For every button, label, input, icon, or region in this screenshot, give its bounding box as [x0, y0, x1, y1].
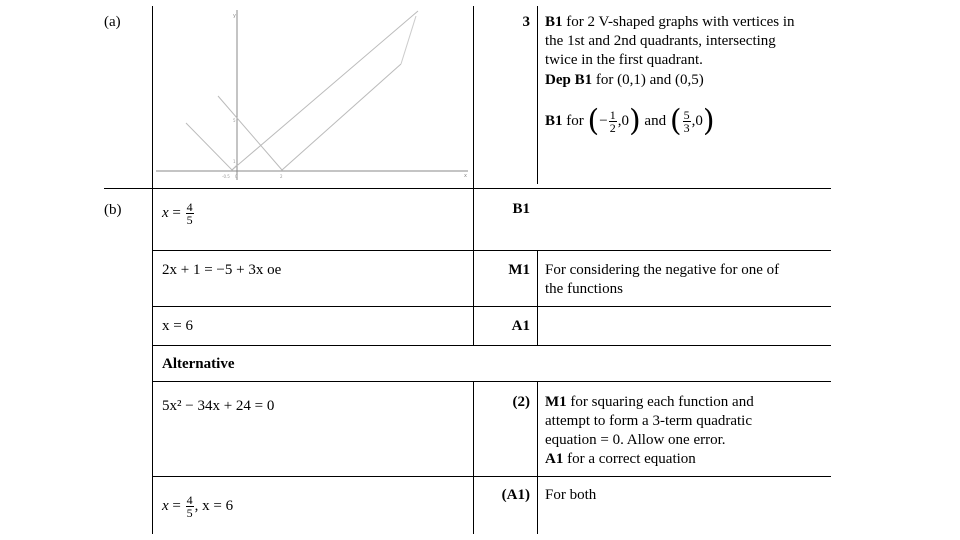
sep-b5: ,	[194, 498, 203, 514]
col-divider-2	[473, 6, 474, 534]
fraction-four-fifths	[186, 201, 194, 226]
guidance-b4-line2: attempt to form a 3-term quadratic	[545, 413, 753, 429]
guidance-a-line5	[545, 104, 715, 138]
col-divider-3	[537, 6, 538, 184]
part-a-label: (a)	[104, 14, 121, 30]
var-x-b5: x	[162, 498, 169, 514]
frac-num-b1: 4	[186, 200, 193, 215]
guidance-a-text4: for (0,1) and (0,5)	[592, 72, 704, 88]
tick-0: 0	[235, 174, 238, 179]
v-graphs-figure	[156, 8, 470, 186]
fraction-five-thirds	[683, 109, 691, 134]
tick-x: 2	[280, 174, 283, 179]
v-graph-2	[218, 64, 401, 170]
guidance-a-text1: for 2 V-shaped graphs with vertices in	[562, 14, 795, 30]
guidance-b4-line4	[545, 450, 696, 469]
paren-close-2: )	[702, 103, 715, 139]
frac-num-b5: 4	[186, 493, 193, 508]
marks-b2: M1	[508, 262, 530, 278]
guidance-b2-line2: the functions	[545, 281, 623, 297]
fraction-half	[609, 109, 617, 134]
working-b3: x = 6	[162, 318, 193, 334]
alternative-heading: Alternative	[162, 356, 235, 372]
col-divider-1	[152, 6, 153, 534]
x-axis-label: x	[464, 173, 467, 179]
marks-b5: (A1)	[501, 487, 530, 503]
guidance-b2-line1: For considering the negative for one of	[545, 262, 780, 278]
frac2-num: 5	[683, 108, 690, 123]
marks-a: 3	[522, 14, 530, 30]
frac-den: 2	[609, 121, 616, 136]
tick-5: 5	[233, 118, 236, 123]
row-divider-b1	[152, 250, 831, 251]
v-graph-1-arm	[232, 165, 237, 170]
guidance-b5: For both	[545, 487, 597, 503]
tick-1: 1	[233, 159, 236, 164]
frac2-den: 3	[683, 121, 690, 136]
guidance-a-line2: the 1st and 2nd quadrants, intersecting	[545, 33, 776, 49]
m1-code: M1	[545, 394, 567, 410]
paren-open: (	[587, 103, 600, 139]
graph-panel	[156, 8, 470, 186]
row-divider-b2	[152, 306, 831, 307]
equals: =	[168, 205, 185, 221]
working-b4: 5x² − 34x + 24 = 0	[162, 398, 275, 414]
col-divider-2-gap	[473, 345, 474, 381]
fraction-four-fifths-b5	[186, 494, 194, 519]
frac-den-b1: 5	[186, 213, 193, 228]
var-x: x	[162, 205, 169, 221]
equals-b5: =	[168, 498, 185, 514]
guidance-b4-text4: for a correct equation	[563, 451, 696, 467]
guidance-a-line4	[545, 71, 704, 90]
marks-b1: B1	[512, 201, 530, 217]
guidance-a-line3: twice in the first quadrant.	[545, 52, 703, 68]
col-divider-3c	[537, 381, 538, 534]
paren-open-2: (	[669, 103, 682, 139]
marks-b4: (2)	[512, 394, 530, 410]
guidance-a-line1	[545, 13, 795, 32]
row-divider-b3	[152, 345, 831, 346]
minus-sign: −	[599, 113, 608, 129]
working-b1	[162, 198, 195, 228]
x-equals-6: x = 6	[202, 498, 234, 514]
working-b2: 2x + 1 = −5 + 3x oe	[162, 262, 282, 278]
guidance-b4-line3: equation = 0. Allow one error.	[545, 432, 726, 448]
guidance-b4-text1: for squaring each function and	[566, 394, 754, 410]
tick-neg: -0.5	[222, 174, 230, 179]
pt2-tail: ,0	[691, 113, 703, 129]
for-text: for	[562, 113, 588, 129]
y-axis-label: y	[233, 13, 236, 19]
v-graph-1	[186, 11, 418, 170]
working-b5	[162, 491, 233, 521]
row-divider-b4	[152, 476, 831, 477]
b1-code-2: B1	[545, 113, 563, 129]
b1-code: B1	[545, 14, 563, 30]
pt1-tail: ,0	[617, 113, 629, 129]
a1-code: A1	[545, 451, 564, 467]
col-divider-3b	[537, 250, 538, 345]
paren-close: )	[628, 103, 641, 139]
marks-b3: A1	[511, 318, 530, 334]
guidance-b4-line1	[545, 393, 754, 412]
frac-den-b5: 5	[186, 506, 193, 521]
and-text: and	[640, 113, 670, 129]
dep-b1-code: Dep B1	[545, 72, 593, 88]
frac-num: 1	[609, 108, 616, 123]
row-divider-a	[104, 188, 831, 189]
row-divider-alt	[152, 381, 831, 382]
part-b-label: (b)	[104, 202, 122, 218]
